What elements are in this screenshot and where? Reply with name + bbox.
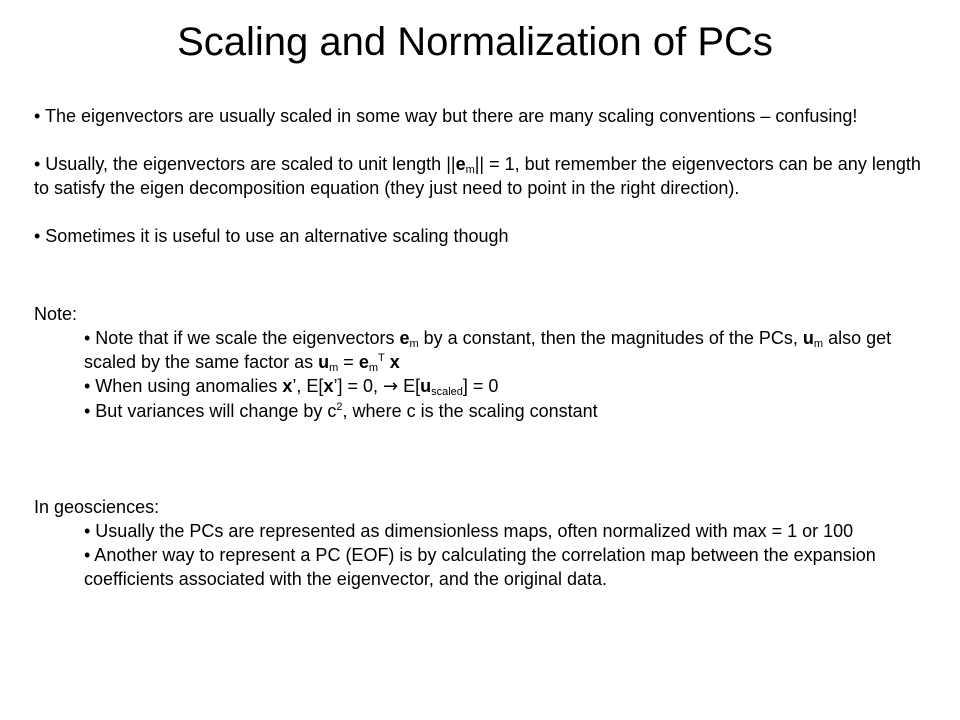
subscript-m: m	[329, 362, 339, 374]
symbol-x: x	[389, 352, 400, 372]
symbol-e: e	[455, 154, 466, 174]
bullet-alternative-scaling: • Sometimes it is useful to use an alternative scaling though	[34, 226, 509, 246]
note-item-anomalies-text-1: • When using anomalies	[84, 376, 283, 396]
geo-item-dimensionless-maps: • Usually the PCs are represented as dimensionless maps, often normalized with max = 1 or 100	[84, 521, 854, 541]
symbol-u: u	[802, 328, 814, 348]
geo-heading: In geosciences:	[34, 497, 160, 517]
note-item-anomalies-text-4: E[	[398, 376, 421, 396]
slide-title: Scaling and Normalization of PCs	[177, 20, 773, 64]
subscript-scaled: scaled	[431, 386, 463, 398]
superscript-2: 2	[336, 401, 343, 413]
bullet-unit-length-text-1: • Usually, the eigenvectors are scaled to unit length ||	[34, 154, 456, 174]
arrow-right-icon: →	[382, 376, 399, 397]
symbol-x: x	[282, 376, 293, 396]
symbol-x: x	[323, 376, 334, 396]
note-item-scale	[84, 326, 934, 374]
note-item-variances-text-2: , where c is the scaling constant	[342, 401, 598, 421]
note-item-anomalies-text-3: ’] = 0,	[333, 376, 383, 396]
subscript-m: m	[409, 338, 419, 350]
note-item-anomalies-text-2: ’, E[	[292, 376, 324, 396]
subscript-m: m	[368, 362, 378, 374]
geo-item-correlation-map: • Another way to represent a PC (EOF) is by calculating the correlation map between the expansion coefficients associated with the eigenvector, and the original data.	[84, 545, 876, 589]
note-item-scale-text-2: by a constant, then the magnitudes of the PCs,	[418, 328, 803, 348]
symbol-e: e	[358, 352, 369, 372]
note-item-anomalies-text-5: ] = 0	[462, 376, 499, 396]
subscript-m: m	[465, 164, 475, 176]
note-heading: Note:	[34, 304, 78, 324]
superscript-t: T	[378, 352, 385, 364]
note-item-scale-text-1: • Note that if we scale the eigenvectors	[84, 328, 400, 348]
bullet-scaling-conventions: • The eigenvectors are usually scaled in some way but there are many scaling conventions – confusing!	[34, 106, 858, 126]
symbol-e: e	[399, 328, 410, 348]
subscript-m: m	[813, 338, 824, 350]
symbol-u: u	[318, 352, 330, 372]
slide-content	[34, 104, 934, 591]
bullet-unit-length	[34, 152, 934, 200]
note-item-variances-text-1: • But variances will change by c	[84, 401, 337, 421]
note-item-anomalies	[84, 374, 934, 399]
note-list	[84, 326, 934, 423]
bullet-unit-length-text-2: || = 1, but remember the eigenvectors can be any length to satisfy the eigen decomposition equation (they just need to point in the right direction).	[34, 154, 921, 198]
symbol-u: u	[420, 376, 432, 396]
geo-list	[84, 519, 934, 591]
note-item-scale-text-3: also get scaled by the same factor as	[84, 328, 892, 372]
note-item-variances	[84, 399, 934, 423]
equals-sign: =	[338, 352, 359, 372]
